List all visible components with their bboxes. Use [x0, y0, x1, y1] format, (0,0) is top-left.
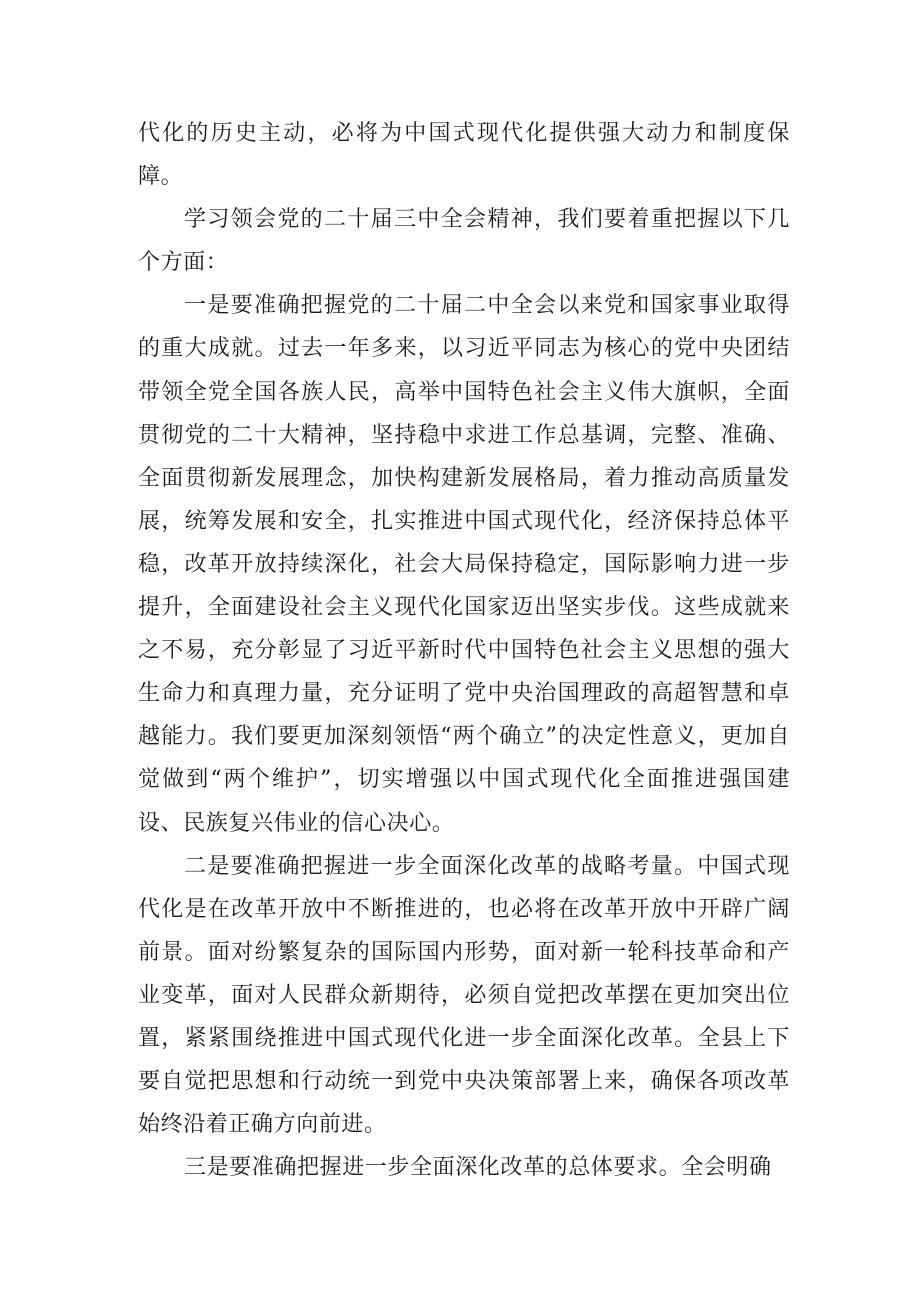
paragraph-intro: 学习领会党的二十届三中全会精神，我们要着重把握以下几个方面： — [138, 207, 790, 276]
paragraph-continuation: 代化的历史主动，必将为中国式现代化提供强大动力和制度保障。 — [138, 121, 790, 190]
paragraph-point-three: 三是要准确把握进一步全面深化改革的总体要求。全会明确 — [184, 1155, 772, 1181]
document-body — [138, 112, 790, 1189]
paragraph-point-two: 二是要准确把握进一步全面深化改革的战略考量。中国式现代化是在改革开放中不断推进的，也必将在改革开放中开辟广阔前景。面对纷繁复杂的国际国内形势，面对新一轮科技革命和产业变革，面对人民群众新期待，必须自觉把改革摆在更加突出位置，紧紧围绕推进中国式现代化进一步全面深化改革。全县上下要自觉把思想和行动统一到党中央决策部署上来，确保各项改革始终沿着正确方向前进。 — [138, 853, 790, 1138]
paragraph-point-one: 一是要准确把握党的二十届二中全会以来党和国家事业取得的重大成就。过去一年多来，以习近平同志为核心的党中央团结带领全党全国各族人民，高举中国特色社会主义伟大旗帜，全面贯彻党的二十大精神，坚持稳中求进工作总基调，完整、准确、全面贯彻新发展理念，加快构建新发展格局，着力推动高质量发展，统筹发展和安全，扎实推进中国式现代化，经济保持总体平稳，改革开放持续深化，社会大局保持稳定，国际影响力进一步提升，全面建设社会主义现代化国家迈出坚实步伐。这些成就来之不易，充分彰显了习近平新时代中国特色社会主义思想的强大生命力和真理力量，充分证明了党中央治国理政的高超智慧和卓越能力。我们要更加深刻领悟“两个确立”的决定性意义，更加自觉做到“两个维护”，切实增强以中国式现代化全面推进强国建设、民族复兴伟业的信心决心。 — [138, 293, 790, 836]
